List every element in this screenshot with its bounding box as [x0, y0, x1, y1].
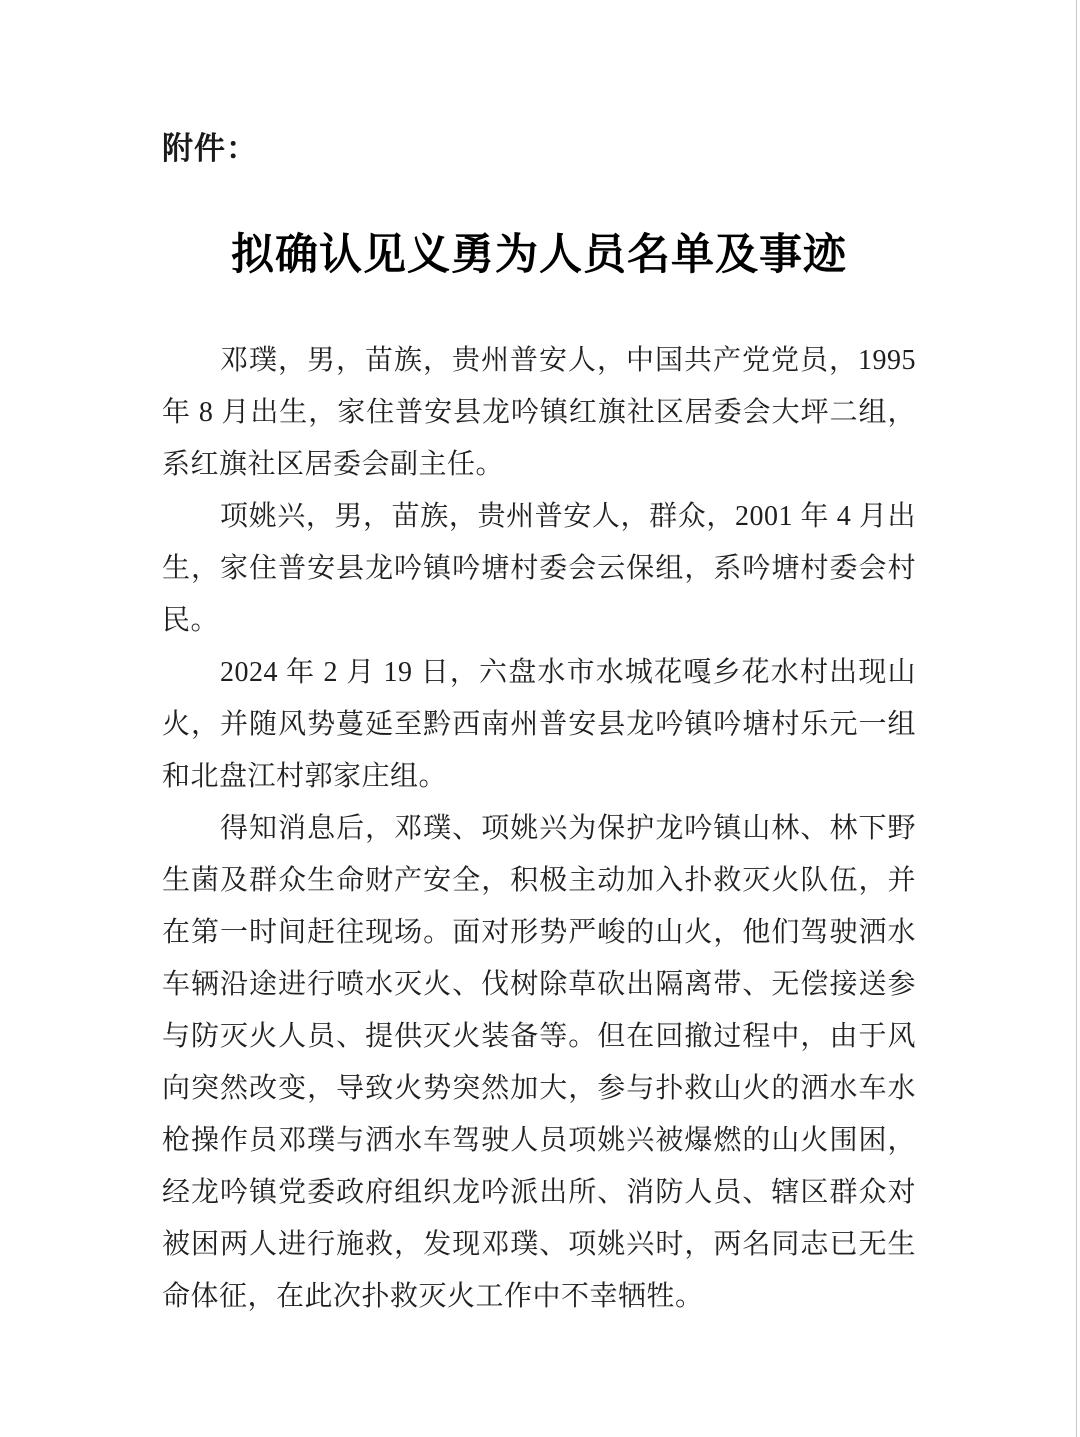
text-line: 在第一时间赶往现场。面对形势严峻的山火，他们驾驶洒水	[162, 917, 916, 948]
text-line: 生菌及群众生命财产安全，积极主动加入扑救灭火队伍，并	[162, 865, 916, 896]
text-line: 2024 年 2 月 19 日，六盘水市水城花嘎乡花水村出现山	[220, 657, 916, 688]
text-line: 邓璞，男，苗族，贵州普安人，中国共产党党员，1995	[220, 345, 916, 376]
text-line: 生，家住普安县龙吟镇吟塘村委会云保组，系吟塘村委会村	[162, 553, 916, 584]
text-line: 车辆沿途进行喷水灭火、伐树除草砍出隔离带、无偿接送参	[162, 969, 916, 1000]
text-line: 向突然改变，导致火势突然加大，参与扑救山火的洒水车水	[162, 1073, 916, 1104]
text-line: 得知消息后，邓璞、项姚兴为保护龙吟镇山林、林下野	[220, 813, 916, 844]
text-line: 系红旗社区居委会副主任。	[162, 449, 505, 480]
text-line: 与防灭火人员、提供灭火装备等。但在回撤过程中，由于风	[162, 1021, 916, 1052]
text-line: 被困两人进行施救，发现邓璞、项姚兴时，两名同志已无生	[162, 1229, 916, 1260]
text-line: 火，并随风势蔓延至黔西南州普安县龙吟镇吟塘村乐元一组	[162, 709, 916, 740]
paragraph	[162, 491, 916, 647]
text-line: 枪操作员邓璞与洒水车驾驶人员项姚兴被爆燃的山火围困，	[162, 1125, 916, 1156]
page-right-edge	[1076, 0, 1077, 1437]
document-title: 拟确认见义勇为人员名单及事迹	[231, 232, 847, 279]
text-line: 和北盘江村郭家庄组。	[162, 761, 448, 792]
text-line: 命体征，在此次扑救灭火工作中不幸牺牲。	[162, 1281, 704, 1312]
paragraph	[162, 803, 916, 1323]
attachment-label: 附件：	[162, 131, 258, 166]
paragraph	[162, 647, 916, 803]
text-line: 项姚兴，男，苗族，贵州普安人，群众，2001 年 4 月出	[220, 501, 916, 532]
text-line: 年 8 月出生，家住普安县龙吟镇红旗社区居委会大坪二组，	[162, 397, 916, 428]
document-body	[162, 335, 916, 1323]
paragraph	[162, 335, 916, 491]
text-line: 民。	[162, 605, 220, 636]
text-line: 经龙吟镇党委政府组织龙吟派出所、消防人员、辖区群众对	[162, 1177, 916, 1208]
